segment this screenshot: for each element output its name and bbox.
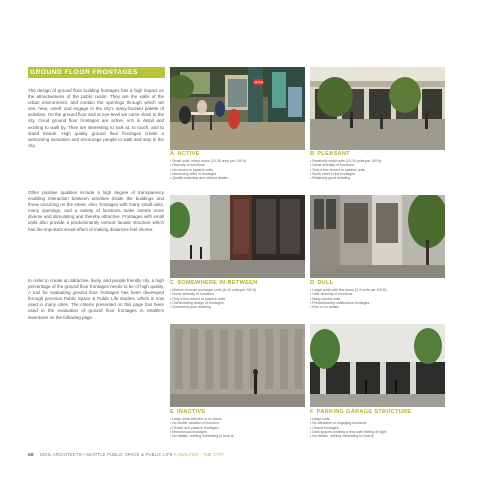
caption-letter: B <box>310 151 315 157</box>
list-item: • Only a few closed or passive units <box>310 168 438 172</box>
caption-title-text: INACTIVE <box>177 409 206 415</box>
photo-somewhere-in-between <box>170 195 305 278</box>
qualities-paragraph: Other positive qualities include a high degree of transparency enabling interaction between activities inside the buildings and those occurring on the street. Also, frontages with many small units, many openings, and a variety of functions make streets more diverse and stimulating and thereby attractive. Frontages with small units also provide a predominantly vertical facade structure which has the important visual effect of making distances feel shorter. <box>28 190 164 232</box>
list-item: • Diversity of functions <box>170 163 298 167</box>
caption-dull <box>310 280 333 287</box>
dull-criteria-list <box>310 288 438 309</box>
evaluation-paragraph: In order to create an attractive, lively, and people friendly city, a high percentage of the ground floor frontages needs to be of high quality. A tool for evaluating ground floor frontages has been developed through previous Public Space & Public Life studies, which is now used in many cities. The criteria presented on this page has been used in the evaluation of ground floor frontages in Seattle's downtown on the following page. <box>28 278 164 320</box>
caption-letter: E <box>170 409 175 415</box>
list-item: • Large units with few or no doors <box>170 417 298 421</box>
list-item: • Dark spaces creating a less safe feeling at night <box>310 430 438 434</box>
list-item: • Interesting relief in frontages <box>170 172 298 176</box>
list-item: • No visible variation of function <box>170 421 298 425</box>
list-item: • Some diversity of functions <box>170 292 298 296</box>
caption-title-text: DULL <box>317 280 334 286</box>
list-item: • No details, nothing interesting to look at <box>170 434 298 438</box>
list-item: • Many closed units <box>310 297 438 301</box>
list-item: • Quality materials and refined details <box>170 176 298 180</box>
list-item: • Closed and passive frontages <box>170 426 298 430</box>
caption-letter: C <box>170 280 175 286</box>
list-item: • Some relief in the frontages <box>310 172 438 176</box>
photo-active <box>170 67 305 150</box>
active-criteria-list <box>170 159 298 180</box>
caption-inactive <box>170 409 206 416</box>
list-item: • Uninteresting design of frontages <box>170 301 298 305</box>
list-item: • Few or no details <box>310 305 438 309</box>
list-item: • No details, nothing interesting to look at <box>310 434 438 438</box>
caption-active <box>170 151 200 158</box>
list-item: • Large units <box>310 417 438 421</box>
caption-letter: D <box>310 280 315 286</box>
caption-parking-garage <box>310 409 411 416</box>
caption-title-text: PARKING GARAGE STRUCTURE <box>316 409 412 415</box>
list-item: • Some diversity of functions <box>310 163 438 167</box>
page-number: 58 <box>28 453 34 458</box>
page-title: GROUND FLOOR FRONTAGES <box>28 67 165 78</box>
page-footer <box>28 452 224 458</box>
list-item: • Larger units with few doors (2-5 units per 100 ft) <box>310 288 438 292</box>
caption-title-text: ACTIVE <box>177 151 200 157</box>
list-item: • No closed or passive units <box>170 168 298 172</box>
photo-dull <box>310 195 445 278</box>
caption-somewhere-in-between <box>170 280 258 287</box>
caption-title-text: SOMEWHERE IN-BETWEEN <box>177 280 258 286</box>
footer-text: GEHL ARCHITECTS • SEATTLE PUBLIC SPACE & PUBLIC LIFE • <box>39 452 176 457</box>
inactive-criteria-list <box>170 417 298 438</box>
somewhere-in-between-criteria-list <box>170 288 298 309</box>
caption-letter: A <box>170 151 175 157</box>
caption-pleasant <box>310 151 350 158</box>
intro-paragraph: The design of ground floor building frontages has a high impact on the attractiveness of the public realm. They are the walls of the urban environment, and contain the openings through which we see, hear, smell, and engage in the city's many-faceted palette of activities. On the ground floor and at eye-level we come close to the city. Good ground floor frontages are active, rich in detail and exciting to walk by. They are interesting to look at, to touch, and to stand beside. High quality ground floor frontages create a welcoming sensation and encourage people to walk and stay in the city. <box>28 88 164 148</box>
open-sign: OPEN <box>253 80 264 85</box>
photo-pleasant <box>310 67 445 150</box>
caption-title-text: PLEASANT <box>317 151 350 157</box>
list-item: • Monotonous frontages <box>170 430 298 434</box>
list-item: • Closed frontages <box>310 426 438 430</box>
list-item: • Small units, many doors (15-25 units per 100 ft) <box>170 159 298 163</box>
photo-parking-garage <box>310 324 445 407</box>
parking-garage-criteria-list <box>310 417 438 438</box>
caption-letter: F <box>310 409 314 415</box>
list-item: • Predominantly unattractive frontages <box>310 301 438 305</box>
photo-inactive <box>170 324 305 407</box>
list-item: • Mixture of small and larger units (6-10 units per 100 ft) <box>170 288 298 292</box>
footer-section: ANALYSIS - THE CITY <box>176 452 224 457</box>
list-item: • Somewhat poor detailing <box>170 305 298 309</box>
list-item: • No attractive or engaging functions <box>310 421 438 425</box>
list-item: • Little diversity of functions <box>310 292 438 296</box>
list-item: • Relatively small units (10-14 units per 100 ft) <box>310 159 438 163</box>
list-item: • Relatively good detailing <box>310 176 438 180</box>
pleasant-criteria-list <box>310 159 438 180</box>
list-item: • Only a few closed or passive units <box>170 297 298 301</box>
